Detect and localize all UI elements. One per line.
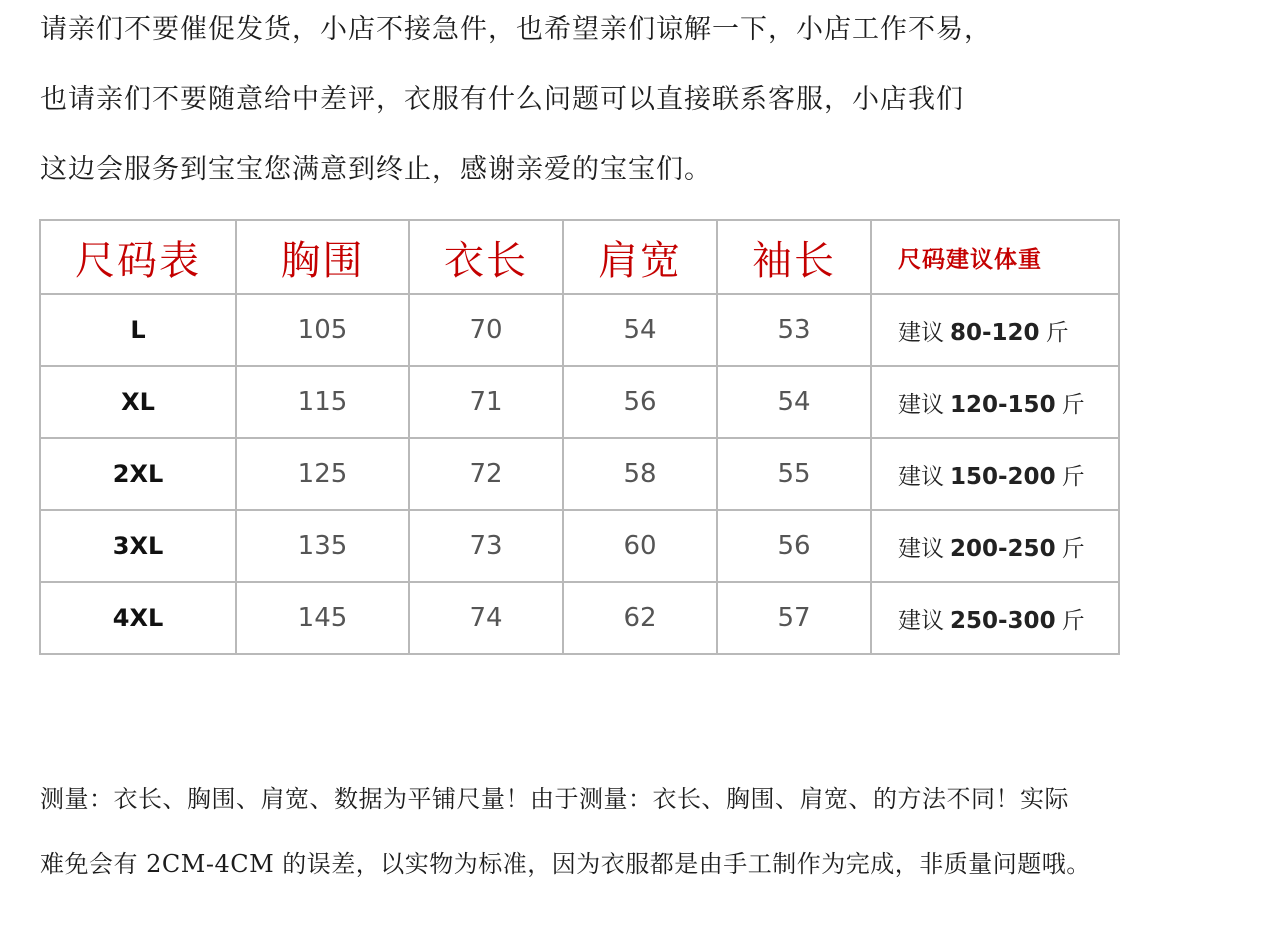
header-sleeve: 袖长 [717,220,871,294]
weight-cell [871,510,1119,582]
notice-line-2: 也请亲们不要随意给中差评，衣服有什么问题可以直接联系客服，小店我们 [40,84,964,115]
weight-cell [871,366,1119,438]
weight-unit: 斤 [1061,463,1085,490]
header-length: 衣长 [409,220,563,294]
weight-prefix: 建议 [898,607,944,634]
length-cell: 70 [409,294,563,366]
header-size: 尺码表 [40,220,236,294]
size-cell: 3XL [40,510,236,582]
weight-prefix: 建议 [898,391,944,418]
size-cell: 2XL [40,438,236,510]
weight-cell [871,438,1119,510]
chest-cell: 135 [236,510,409,582]
weight-unit: 斤 [1061,535,1085,562]
table-row [40,438,1119,510]
size-cell: XL [40,366,236,438]
notice-line-3: 这边会服务到宝宝您满意到终止，感谢亲爱的宝宝们。 [40,154,712,185]
weight-range: 250-300 [950,607,1056,634]
length-cell: 74 [409,582,563,654]
shoulder-cell: 62 [563,582,717,654]
size-cell: L [40,294,236,366]
shoulder-cell: 60 [563,510,717,582]
notice-line-1: 请亲们不要催促发货，小店不接急件，也希望亲们谅解一下，小店工作不易， [40,14,992,45]
size-chart-table [39,219,1120,655]
footnote-line-2: 难免会有 2CM-4CM 的误差，以实物为标准，因为衣服都是由手工制作为完成，非质量问题哦。 [40,850,1091,878]
weight-range: 200-250 [950,535,1056,562]
weight-cell [871,294,1119,366]
weight-cell [871,582,1119,654]
footnote-line-1: 测量：衣长、胸围、肩宽、数据为平铺尺量！由于测量：衣长、胸围、肩宽、的方法不同！实际 [40,785,1069,813]
weight-unit: 斤 [1045,319,1069,346]
weight-prefix: 建议 [898,535,944,562]
table-row [40,366,1119,438]
length-cell: 71 [409,366,563,438]
weight-range: 80-120 [950,319,1040,346]
sleeve-cell: 56 [717,510,871,582]
weight-prefix: 建议 [898,319,944,346]
size-cell: 4XL [40,582,236,654]
length-cell: 72 [409,438,563,510]
weight-prefix: 建议 [898,463,944,490]
weight-range: 150-200 [950,463,1056,490]
header-shoulder: 肩宽 [563,220,717,294]
shoulder-cell: 56 [563,366,717,438]
header-weight: 尺码建议体重 [871,220,1119,294]
table-row [40,510,1119,582]
table-row [40,294,1119,366]
weight-unit: 斤 [1061,607,1085,634]
sleeve-cell: 57 [717,582,871,654]
header-chest: 胸围 [236,220,409,294]
shoulder-cell: 58 [563,438,717,510]
sleeve-cell: 54 [717,366,871,438]
chest-cell: 115 [236,366,409,438]
chest-cell: 145 [236,582,409,654]
chest-cell: 125 [236,438,409,510]
weight-range: 120-150 [950,391,1056,418]
chest-cell: 105 [236,294,409,366]
sleeve-cell: 53 [717,294,871,366]
table-row [40,582,1119,654]
weight-unit: 斤 [1061,391,1085,418]
length-cell: 73 [409,510,563,582]
sleeve-cell: 55 [717,438,871,510]
table-header-row [40,220,1119,294]
shoulder-cell: 54 [563,294,717,366]
